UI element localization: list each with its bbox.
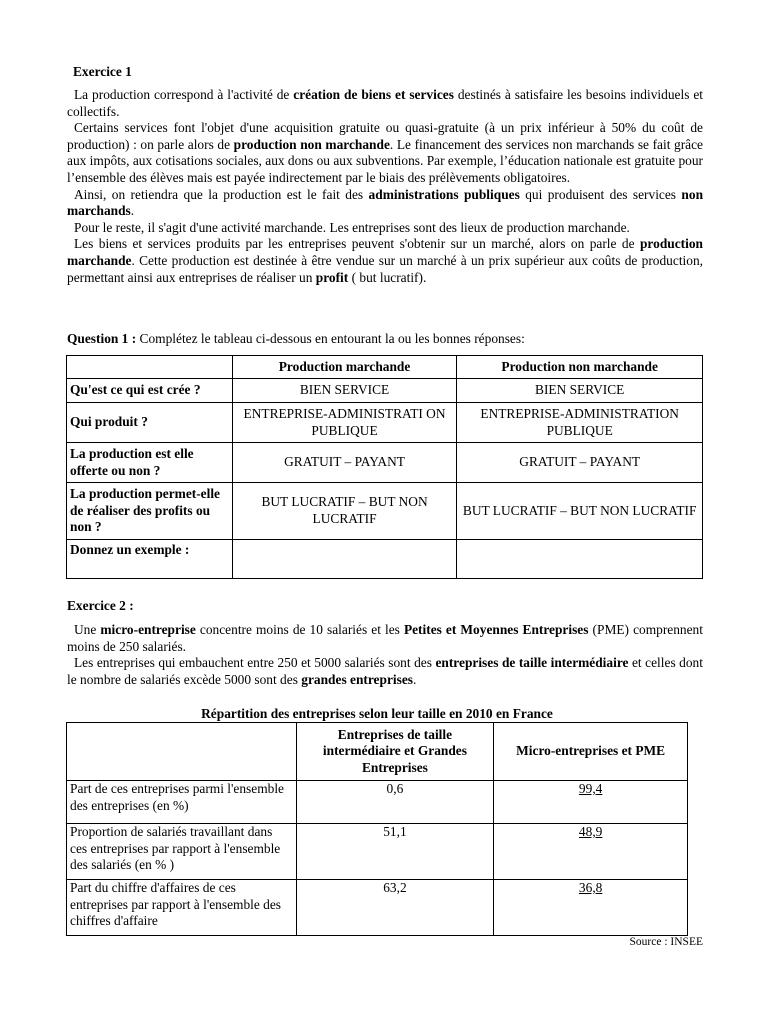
answer-cell[interactable]: GRATUIT – PAYANT bbox=[232, 443, 457, 483]
row-label: Part du chiffre d'affaires de ces entreprises par rapport à l'ensemble des chiffres d'affaire bbox=[67, 880, 297, 936]
bold-term: profit bbox=[315, 269, 349, 285]
table-caption: Répartition des entreprises selon leur taille en 2010 en France bbox=[201, 706, 553, 721]
exercise2-paragraph: Une micro-entreprise concentre moins de 10 salariés et les Petites et Moyennes Entreprises (PME) comprennent moins de 250 salariés. bbox=[67, 622, 703, 654]
question1 bbox=[67, 331, 525, 348]
answer-cell[interactable]: BIEN SERVICE bbox=[232, 379, 457, 403]
answer-cell[interactable]: BUT LUCRATIF – BUT NON LUCRATIF bbox=[457, 483, 703, 540]
answer-cell[interactable]: ENTREPRISE-ADMINISTRATI ON PUBLIQUE bbox=[232, 403, 457, 443]
row-label: Part de ces entreprises parmi l'ensemble des entreprises (en %) bbox=[67, 781, 297, 824]
exercise2-text bbox=[67, 622, 703, 688]
exercise1-paragraph: Certains services font l'objet d'une acquisition gratuite ou quasi-gratuite (à un prix inférieur à 50% du coût de production) : on parle alors de production non marchande. Le financement des services non marchands se fait grâce aux impôts, aux cotisations sociales, aux dons ou aux subventions. Par exemple, l’éducation nationale est gratuite pour l’ensemble des élèves mais est payée indirectement par le biais des prélèvements obligatoires. bbox=[67, 120, 704, 185]
exercise1-text bbox=[67, 87, 703, 286]
table-header-cell: Production marchande bbox=[232, 356, 457, 379]
bold-term: micro-entreprise bbox=[100, 622, 196, 637]
table-header-cell: Production non marchande bbox=[457, 356, 703, 379]
answer-cell[interactable]: ENTREPRISE-ADMINISTRATION PUBLIQUE bbox=[457, 403, 703, 443]
row-label: Donnez un exemple : bbox=[67, 540, 233, 579]
row-label: Qu'est ce qui est crée ? bbox=[67, 379, 233, 403]
question1-label: Question 1 : bbox=[67, 331, 137, 346]
bold-term: grandes entreprises bbox=[301, 671, 413, 687]
row-label: Qui produit ? bbox=[67, 403, 233, 443]
table-row bbox=[67, 540, 703, 579]
table-header-row bbox=[67, 356, 703, 379]
exercise1-paragraph: La production correspond à l'activité de création de biens et services destinés à satisfaire les besoins individuels et collectifs. bbox=[67, 87, 703, 119]
exercise2-paragraph: Les entreprises qui embauchent entre 250 et 5000 salariés sont des entreprises de taille intermédiaire et celles dont le nombre de salariés excède 5000 sont des grandes entreprises. bbox=[67, 655, 703, 687]
row-label: La production est elle offerte ou non ? bbox=[67, 443, 233, 483]
table-row bbox=[67, 443, 703, 483]
row-label: La production permet-elle de réaliser des profits ou non ? bbox=[67, 483, 233, 540]
bold-term: production marchande bbox=[67, 236, 703, 268]
table-row bbox=[67, 379, 703, 403]
value-cell: 48,9 bbox=[494, 824, 688, 880]
exercise1-paragraph: Ainsi, on retiendra que la production est le fait des administrations publiques qui produisent des services non marchands. bbox=[67, 186, 704, 219]
exercise1-title: Exercice 1 bbox=[73, 64, 132, 79]
bold-term: production non marchande bbox=[233, 136, 390, 152]
source-note: Source : INSEE bbox=[629, 936, 703, 948]
value-cell: 99,4 bbox=[494, 781, 688, 824]
row-label: Proportion de salariés travaillant dans ces entreprises par rapport à l'ensemble des salariés (en % ) bbox=[67, 824, 297, 880]
value-cell: 0,6 bbox=[296, 781, 494, 824]
table-header-empty bbox=[67, 723, 297, 781]
bold-term: administrations publiques bbox=[368, 186, 520, 202]
table-row bbox=[67, 880, 688, 936]
production-table bbox=[66, 355, 703, 579]
answer-cell[interactable]: GRATUIT – PAYANT bbox=[457, 443, 703, 483]
enterprise-size-table bbox=[66, 722, 688, 936]
table-header-empty bbox=[67, 356, 233, 379]
exercise1-paragraph: Les biens et services produits par les entreprises peuvent s'obtenir sur un marché, alors on parle de production marchande. Cette production est destinée à être vendue sur un marché à un prix supérieur aux coûts de production, permettant ainsi aux entreprises de réaliser un profit ( but lucratif). bbox=[67, 236, 703, 285]
table-row bbox=[67, 781, 688, 824]
question1-text: Complétez le tableau ci-dessous en entourant la ou les bonnes réponses: bbox=[136, 331, 525, 346]
bold-term: non marchands bbox=[67, 186, 704, 219]
table-header-row bbox=[67, 723, 688, 781]
table-row bbox=[67, 483, 703, 540]
value-cell: 36,8 bbox=[494, 880, 688, 936]
exercise2-title: Exercice 2 : bbox=[67, 598, 134, 613]
value-cell: 63,2 bbox=[296, 880, 494, 936]
table-row bbox=[67, 824, 688, 880]
bold-term: entreprises de taille intermédiaire bbox=[435, 655, 629, 671]
exercise1-paragraph: Pour le reste, il s'agit d'une activité marchande. Les entreprises sont des lieux de production marchande. bbox=[74, 219, 630, 235]
answer-cell[interactable]: BUT LUCRATIF – BUT NON LUCRATIF bbox=[232, 483, 457, 540]
bold-term: Petites et Moyennes Entreprises bbox=[403, 622, 589, 637]
table-header-cell: Micro-entreprises et PME bbox=[494, 723, 688, 781]
answer-cell[interactable] bbox=[232, 540, 457, 579]
answer-cell[interactable]: BIEN SERVICE bbox=[457, 379, 703, 403]
table-row bbox=[67, 403, 703, 443]
table-header-cell: Entreprises de taille intermédiaire et Grandes Entreprises bbox=[296, 723, 494, 781]
bold-term: création de biens et services bbox=[293, 87, 454, 102]
answer-cell[interactable] bbox=[457, 540, 703, 579]
value-cell: 51,1 bbox=[296, 824, 494, 880]
